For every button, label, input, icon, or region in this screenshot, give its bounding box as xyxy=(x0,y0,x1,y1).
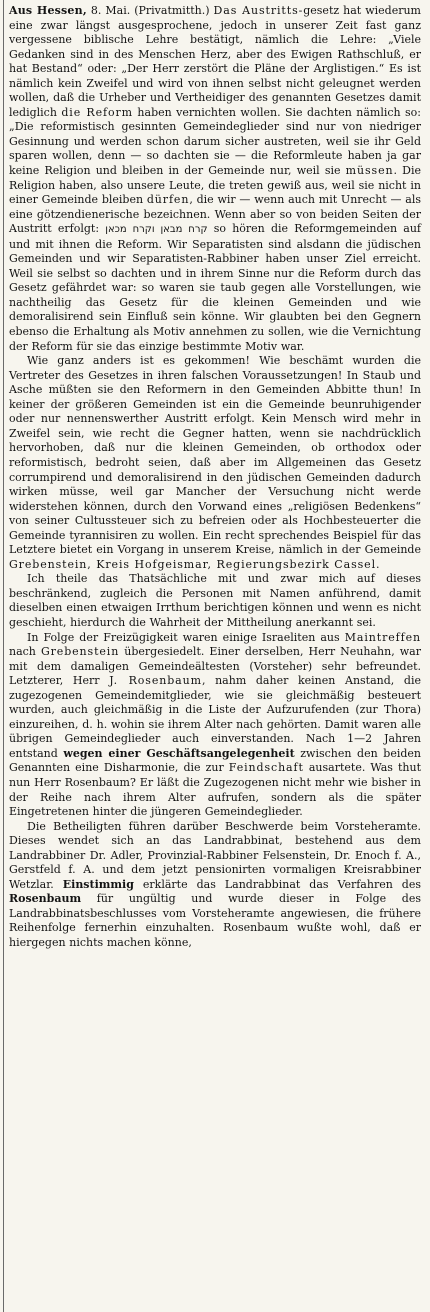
column-rule xyxy=(3,0,4,1312)
hebrew-quote: קרח מבאן וקרח מכאן xyxy=(105,224,208,236)
article-aus-hessen xyxy=(9,4,421,951)
emphasis-rosenbaum: Rosenbaum xyxy=(9,892,82,906)
town-grebenstein: Grebenstein xyxy=(40,645,120,659)
paragraph-5: Die Betheiligten führen darüber Beschwerde beim Vorsteheramte. Dieses wendet sich an das Landrabbinat, bestehend aus dem Landrabbiner Dr. Adler, Provinzial-Rabbiner Felsenstein, Dr. Enoch f. A., Gerstfeld f. A. und dem jetzt pensionirten vormaligen Kreisrabbiner Wetzlar. Einstimmig erklärte das Landrabbinat das Verfahren des Rosenbaum für ungültig und wurde dieser in Folge des Landrabbinatsbeschlusses vom Vorsteheramte angewiesen, die frühere Reihenfolge fernerhin einzuhalten. Rosenbaum wußte wohl, daß er hiergegen nichts machen könne, xyxy=(9,819,421,949)
emphasis-duerfen: dürfen xyxy=(146,193,190,207)
name-rosenbaum: J. Rosenbaum xyxy=(109,674,202,688)
paragraph-4: In Folge der Freizügigkeit waren einige Israeliten aus Maintreffen nach Grebenstein übergesiedelt. Einer derselben, Herr Neuhahn, war mit dem damaligen Gemeindeältesten (Vorsteher) sehr befreundet. Letzterer, Herr J. Rosenbaum, nahm daher keinen Anstand, die zugezogenen Gemeindemitglieder, wie sie gleichmäßig besteuert wurden, auch gleichmäßig in die Liste der Aufzurufenden (zur Thora) einzureihen, d. h. wohin sie ihrem Alter nach gehörten. Damit waren alle übrigen Gemeindeglieder auch einverstanden. Nach 1—2 Jahren entstand wegen einer Geschäftsangelegenheit zwischen den beiden Genannten eine Disharmonie, die zur Feindschaft ausartete. Was thut nun Herr Rosenbaum? Er läßt die Zugezogenen nicht mehr wie bisher in der Reihe nach ihrem Alter aufrufen, sondern als die später Eingetretenen hinter die jüngeren Gemeindeglieder. xyxy=(9,630,421,819)
paragraph-3: Ich theile das Thatsächliche mit und zwar mich auf dieses beschränkend, zugleich die Personen mit Namen anführend, damit dieselben einen etwaigen Irrthum berichtigen können und wenn es nicht geschieht, hierdurch die Wahrheit der Mittheilung anerkannt sei. xyxy=(9,572,421,629)
emphasis-muessen: müssen xyxy=(345,164,394,178)
emphasis-geschaeftsangelegenheit: wegen einer Geschäftsangelegenheit xyxy=(63,746,295,760)
paragraph-1: Aus Hessen, 8. Mai. (Privatmitth.) Das Austritts-gesetz hat wiederum eine zwar längst ausgesprochene, jedoch in unserer Zeit fast ganz vergessene biblische Lehre bestätigt, nämlich die Lehre: „Viele Gedanken sind in des Menschen Herz, aber des Ewigen Rathschluß, er hat Bestand“ oder: „Der Herr zerstört die Pläne der Arglistigen.“ Es ist nämlich kein Zweifel und wird von ihnen selbst nicht geleugnet werden wollen, daß die Urheber und Vertheidiger des genannten Gesetzes damit lediglich die Reform haben vernichten wollen. Sie dachten nämlich so: „Die reformistisch gesinnten Gemeindeglieder sind nur von niedriger Gesinnung und werden schon darum sicher austreten, weil sie ihr Geld sparen wollen, denn — so dachten sie — die Reformleute haben ja gar keine Religion und bleiben in der Gemeinde nur, weil sie müssen. Die Religion haben, also unsere Leute, die treten gewiß aus, weil sie nicht in einer Gemeinde bleiben dürfen, die wir — wenn auch mit Unrecht — als eine götzendienerische bezeichnen. Wenn aber so von beiden Seiten der Austritt erfolgt: קרח מבאן וקרח מכאן so hören die Reformgemeinden auf und mit ihnen die Reform. Wir Separatisten sind alsdann die jüdischen Gemeinden und wir Separatisten-Rabbiner haben unser Ziel erreicht. Weil sie selbst so dachten und in ihrem Sinne nur die Reform durch das Gesetz gefährdet war: so waren sie taub gegen alle Vorstellungen, wie nachtheilig das Gesetz für die kleinen Gemeinden und wie demoralisirend sein Einfluß sein könne. Wir glaubten bei den Gegnern ebenso die Erhaltung als Motiv annehmen zu sollen, wie die Vernichtung der Reform für sie das einzige bestimmte Motiv war. xyxy=(9,4,421,353)
lead-spaced-text: Das Austritts- xyxy=(213,4,304,17)
article-heading-place: Aus Hessen, xyxy=(9,4,87,17)
paragraph-2: Wie ganz anders ist es gekommen! Wie beschämt wurden die Vertreter des Gesetzes in ihren falschen Voraussetzungen! In Staub und Asche müßten sie den Reformern in den Gemeinden Abbitte thun! In keiner der größeren Gemeinden ist ein die Gemeinde beunruhigender oder nur nennenswerther Austritt erfolgt. Kein Mensch wird mehr in Zweifel sein, wie recht die Gegner hatten, wenn sie nachdrücklich hervorhoben, daß nur die kleinen Gemeinden, ob orthodox oder reformistisch, bedroht seien, daß aber im Allgemeinen das Gesetz corrumpirend und demoralisirend in den jüdischen Gemeinden dadurch wirken müsse, weil gar Mancher der Versuchung nicht werde widerstehen können, durch den Vorwand eines „religiösen Bedenkens“ von seiner Cultussteuer sich zu befreien oder als Hochbesteuerter die Gemeinde tyrannisiren zu wollen. Ein recht sprechendes Beispiel für das Letztere bietet ein Vorgang in unserem Kreise, nämlich in der Gemeinde Grebenstein, Kreis Hofgeismar, Regierungsbezirk Cassel. xyxy=(9,354,421,571)
article-dateline: 8. Mai. (Privatmitth.) xyxy=(86,4,214,17)
town-maintreffen: Maintreffen xyxy=(344,630,421,644)
emphasis-einstimmig: Einstimmig xyxy=(62,877,134,891)
emphasis-feindschaft: Feindschaft xyxy=(228,761,304,775)
place-grebenstein: Grebenstein, Kreis Hofgeismar, Regierungsbezirk Cassel xyxy=(9,557,376,571)
emphasis-reform: die Reform xyxy=(61,105,134,119)
